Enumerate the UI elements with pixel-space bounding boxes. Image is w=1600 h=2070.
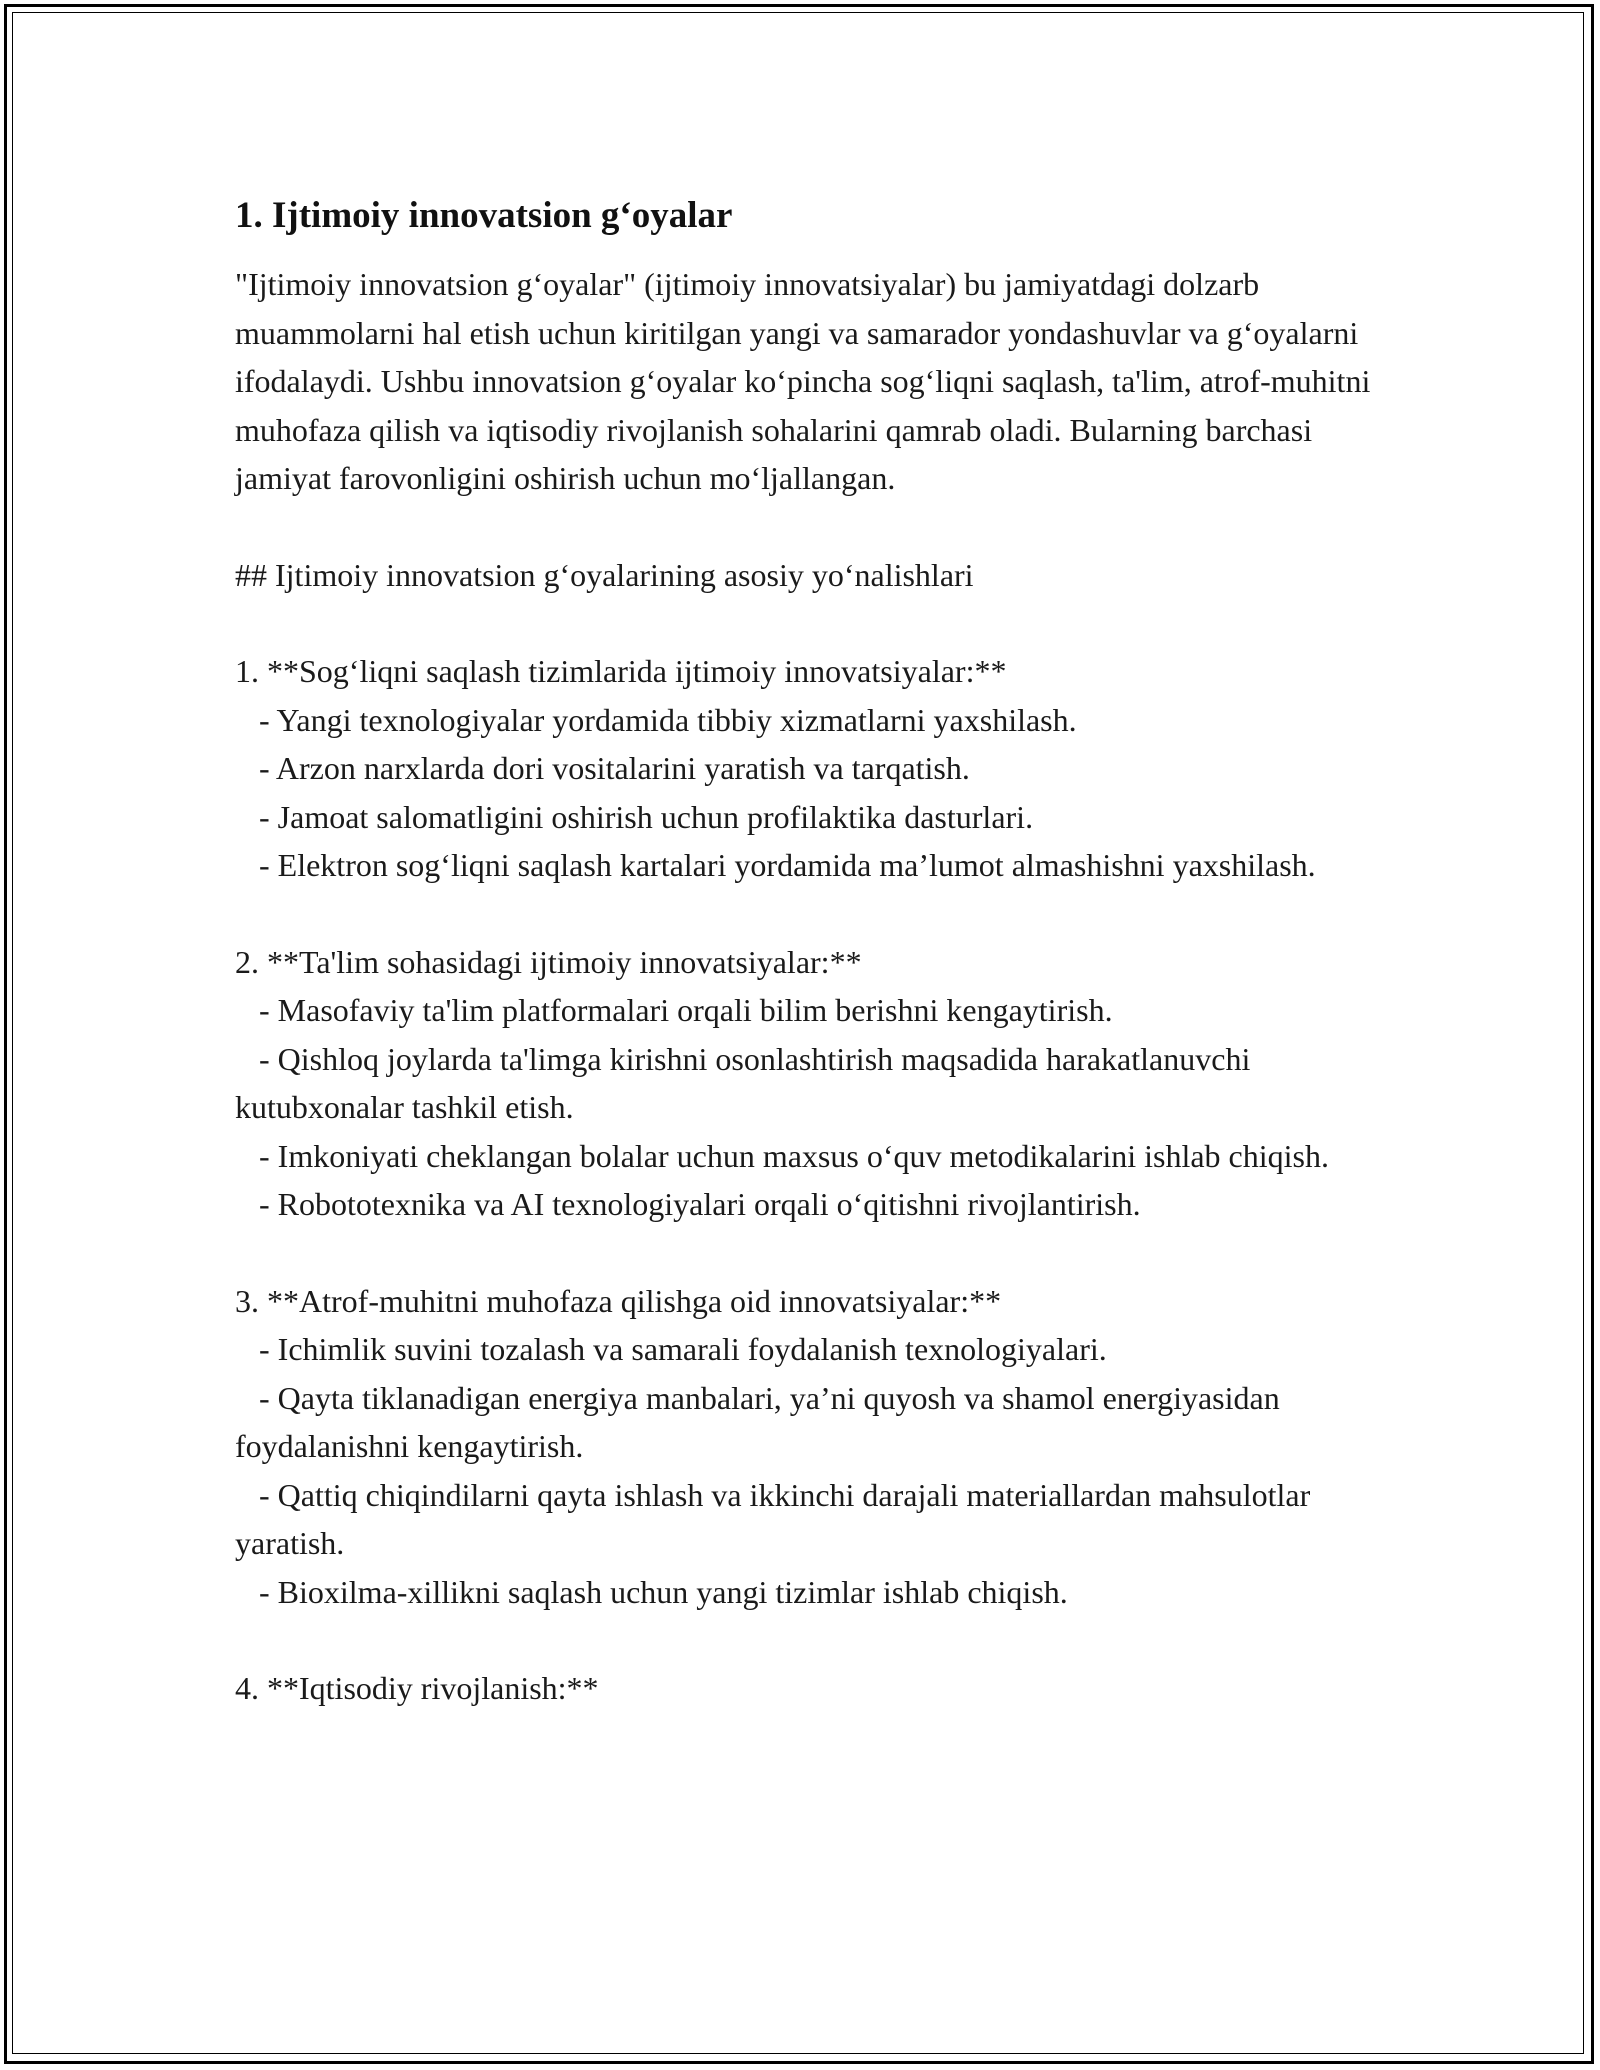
list-item: - Robototexnika va AI texnologiyalari orqali o‘qitishni rivojlantirish. [235,1186,1141,1222]
list-item: - Ichimlik suvini tozalash va samarali foydalanish texnologiyalari. [235,1331,1107,1367]
section-title: 3. **Atrof-muhitni muhofaza qilishga oid innovatsiyalar:** [235,1282,1002,1319]
list-item: - Imkoniyati cheklangan bolalar uchun maxsus o‘quv metodikalarini ishlab chiqish. [235,1137,1329,1174]
section-title: 1. **Sog‘liqni saqlash tizimlarida ijtimoiy innovatsiyalar:** [235,653,1007,689]
list-item: - Qishloq joylarda ta'limga kirishni osonlashtirish maqsadida harakatlanuvchi kutubxonalar tashkil etish. [235,1040,1259,1125]
section-education [235,938,1385,1229]
section-title: 4. **Iqtisodiy rivojlanish:** [235,1670,599,1706]
section-health [235,647,1385,890]
section-subheading: ## Ijtimoiy innovatsion g‘oyalarining asosiy yo‘nalishlari [235,556,974,593]
list-item: - Bioxilma-xillikni saqlash uchun yangi tizimlar ishlab chiqish. [235,1573,1068,1610]
list-item: - Qattiq chiqindilarni qayta ishlash va ikkinchi darajali materiallardan mahsulotlar yaratish. [235,1476,1319,1561]
bullet-list [235,986,1385,1229]
document-body [235,190,1385,1713]
intro-paragraph: "Ijtimoiy innovatsion g‘oyalar" (ijtimoiy innovatsiyalar) bu jamiyatdagi dolzarb muammolarni hal etish uchun kiritilgan yangi va samarador yondashuvlar va g‘oyalarni ifodalaydi. Ushbu innovatsion g‘oyalar ko‘pincha sog‘liqni saqlash, ta'lim, atrof-muhitni muhofaza qilish va iqtisodiy rivojlanish sohalarini qamrab oladi. Bularning barchasi jamiyat farovonligini oshirish uchun mo‘ljallangan. [235,266,1371,496]
bullet-list [235,1325,1385,1616]
list-item: - Yangi texnologiyalar yordamida tibbiy xizmatlarni yaxshilash. [235,701,1077,738]
section-economy [235,1664,1385,1713]
list-item: - Qayta tiklanadigan energiya manbalari, ya’ni quyosh va shamol energiyasidan foydalanishni kengaytirish. [235,1379,1288,1464]
list-item: - Elektron sog‘liqni saqlash kartalari yordamida ma’lumot almashishni yaxshilash. [235,847,1316,883]
list-item: - Jamoat salomatligini oshirish uchun profilaktika dasturlari. [235,798,1034,835]
document-title: 1. Ijtimoiy innovatsion g‘oyalar [235,195,733,236]
list-item: - Arzon narxlarda dori vositalarini yaratish va tarqatish. [235,750,970,786]
bullet-list [235,696,1385,890]
list-item: - Masofaviy ta'lim platformalari orqali bilim berishni kengaytirish. [235,992,1113,1028]
section-title: 2. **Ta'lim sohasidagi ijtimoiy innovatsiyalar:** [235,943,862,980]
section-environment [235,1277,1385,1617]
